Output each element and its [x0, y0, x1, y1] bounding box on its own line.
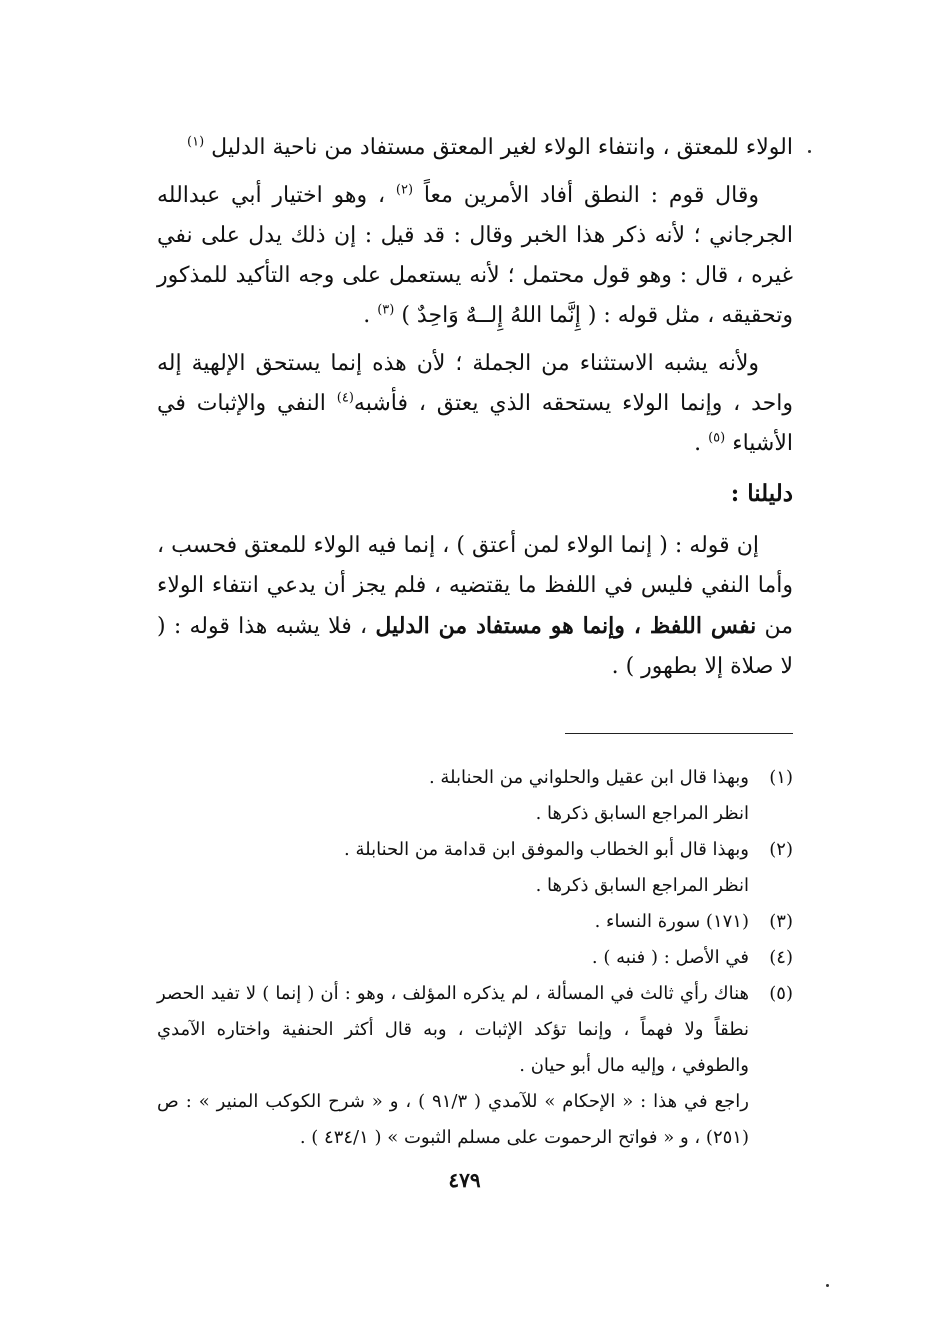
paragraph-text: الولاء للمعتق ، وانتفاء الولاء لغير المعتق مستفاد من ناحية الدليل — [211, 135, 793, 160]
footnote-number: (٤) — [769, 947, 793, 968]
footnote-body — [157, 976, 749, 1156]
paragraph-text: ولأنه يشبه الاستثناء من الجملة ؛ لأن هذه إنما يستحق الإلهية إله واحد ، وإنما الولاء يستحقه الذي يعتق ، فأشبه — [157, 351, 793, 416]
footnote-number: (١) — [769, 767, 793, 788]
footnote-line: وبهذا قال ابن عقيل والحلواني من الحنابلة . — [428, 767, 749, 788]
paragraph-text: . — [363, 303, 371, 328]
paragraph-analogy — [157, 344, 793, 464]
paragraph-continuation — [157, 128, 793, 168]
paragraph-text: إن قوله : ( إنما الولاء لمن أعتق ) ، إنما فيه الولاء للمعتق فحسب ، وأما النفي فليس في اللفظ ما يقتضيه ، فلم يجز أن يدعي انتفاء الولاء من — [157, 533, 793, 639]
footnote-number: (٣) — [769, 911, 793, 932]
paragraph-argument — [157, 526, 793, 687]
footnote-number: (٢) — [769, 839, 793, 860]
footnote-ref: (١) — [187, 134, 205, 150]
footnote-line: هناك رأي ثالث في المسألة ، لم يذكره المؤلف ، وهو : أن ( إنما ) لا تفيد الحصر نطقاً ولا فهماً ، وإنما تؤكد الإثبات ، وبه قال أكثر الحنفية واختاره الآمدي والطوفي ، وإليه مال أبو حيان . — [157, 983, 749, 1076]
footnote-5 — [157, 976, 793, 1156]
footnote-line: في الأصل : ( فنبه ) . — [591, 947, 749, 968]
footnote-number: (٥) — [769, 983, 793, 1004]
footnote-1 — [157, 760, 793, 832]
footnote-line: انظر المراجع السابق ذكرها . — [535, 875, 749, 896]
footnote-body — [157, 904, 749, 940]
footnote-ref: (٥) — [708, 430, 726, 446]
section-heading: دليلنا : — [730, 480, 793, 507]
footnote-body — [157, 940, 749, 976]
footnote-ref: (٤) — [336, 390, 354, 406]
footnote-4 — [157, 940, 793, 976]
paragraph-text: . — [694, 431, 702, 456]
footnote-line: راجع في هذا : « الإحكام » للآمدي ( ٩١/٣ ) ، و « شرح الكوكب المنير » : ص (٢٥١) ، و « فواتح الرحموت على مسلم الثبوت » ( ٤٣٤/١ ) . — [157, 1091, 749, 1148]
scan-speck — [826, 1284, 829, 1287]
footnote-3 — [157, 904, 793, 940]
footnote-ref: (٣) — [377, 302, 395, 318]
paragraph-opinion — [157, 176, 793, 336]
footnote-ref: (٢) — [395, 182, 414, 198]
footnote-body — [157, 760, 749, 832]
scan-speck — [808, 150, 811, 153]
footnote-2 — [157, 832, 793, 904]
footnote-separator — [565, 733, 793, 734]
paragraph-bold-text: نفس اللفظ ، وإنما هو مستفاد من الدليل — [375, 613, 757, 639]
page-number: ٤٧٩ — [448, 1168, 481, 1192]
paragraph-text: النفي والإثبات في الأشياء — [157, 391, 793, 456]
footnote-body — [157, 832, 749, 904]
footnote-line: (١٧١) سورة النساء . — [594, 911, 749, 932]
paragraph-text: ، وهو اختيار أبي عبدالله الجرجاني ؛ لأنه ذكر هذا الخبر وقال : قد قيل : إن ذلك يدل على نفي غيره ، قال : وهو قول محتمل ؛ لأنه يستعمل على وجه التأكيد للمذكور وتحقيقه ، مثل قوله : ( إِنَّما اللهُ إِلــهٌ وَاحِدٌ ) — [157, 183, 793, 328]
paragraph-text: ، فلا يشبه هذا قوله : ( لا صلاة إلا بطهور ) . — [157, 614, 793, 679]
footnotes — [157, 760, 793, 1156]
paragraph-text: وقال قوم : النطق أفاد الأمرين معاً — [423, 183, 760, 208]
footnote-line: انظر المراجع السابق ذكرها . — [535, 803, 749, 824]
main-text — [157, 128, 793, 695]
footnote-line: وبهذا قال أبو الخطاب والموفق ابن قدامة من الحنابلة . — [344, 839, 749, 860]
